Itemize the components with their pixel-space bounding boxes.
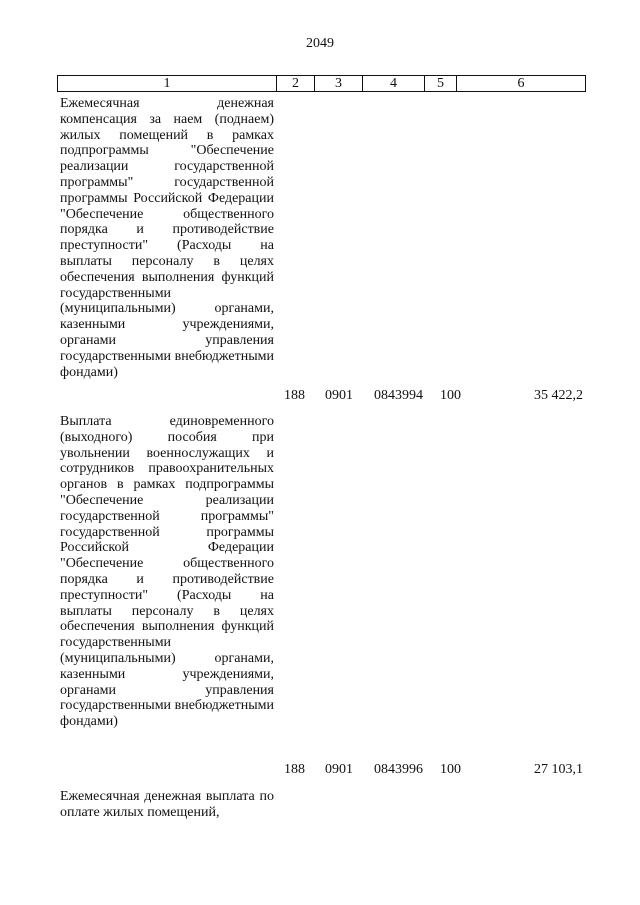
row-admin-code: 188: [284, 762, 305, 777]
header-cell-6: 6: [517, 76, 525, 91]
row-expense-type: 100: [440, 762, 461, 777]
table-header-row: [57, 75, 586, 92]
header-cell-2: 2: [277, 76, 315, 91]
row-admin-code: 188: [284, 388, 305, 403]
row-description: Ежемесячная денежная выплата по оплате жилых помещений,: [60, 789, 274, 820]
row-expense-type: 100: [440, 388, 461, 403]
row-section-code: 0901: [325, 762, 353, 777]
header-cell-5: 5: [425, 76, 457, 91]
row-description: Выплата единовременного (выходного) пособия при увольнении военнослужащих и сотрудников правоохранительных органов в рамках подпрограммы "Обеспечение реализации государственной программы" государственной программы Российской Федерации "Обеспечение общественного порядка и противодействие преступности" (Расходы на выплаты персоналу в целях обеспечения выполнения функций государственными (муниципальными) органами, казенными учреждениями, органами управления государственными внебюджетными фондами): [60, 414, 274, 730]
header-cell-1: 1: [58, 76, 277, 91]
page-number: 2049: [306, 36, 334, 51]
header-cell-3: 3: [315, 76, 363, 91]
row-section-code: 0901: [325, 388, 353, 403]
row-description: Ежемесячная денежная компенсация за наем (поднаем) жилых помещений в рамках подпрограммы "Обеспечение реализации государственной программы" государственной программы Российской Федерации "Обеспечение общественного порядка и противодействие преступности" (Расходы на выплаты персоналу в целях обеспечения выполнения функций государственными (муниципальными) органами, казенными учреждениями, органами управления государственными внебюджетными фондами): [60, 96, 274, 380]
row-amount: 27 103,1: [534, 762, 583, 777]
header-cell-4: 4: [363, 76, 425, 91]
row-amount: 35 422,2: [534, 388, 583, 403]
row-target-code: 0843996: [374, 762, 423, 777]
row-target-code: 0843994: [374, 388, 423, 403]
